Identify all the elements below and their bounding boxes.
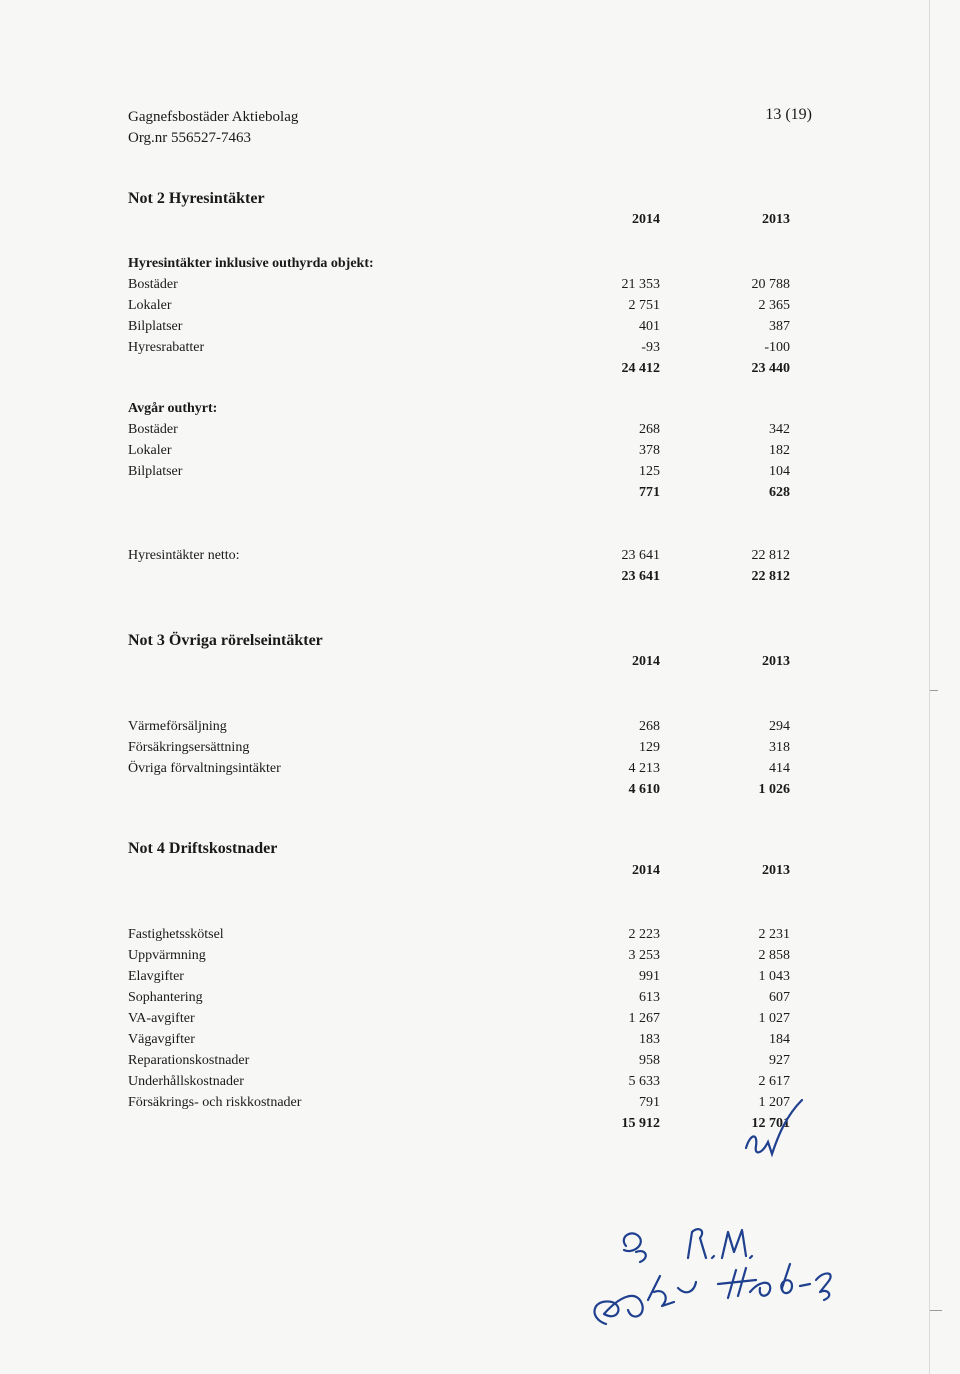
note-4-title: Not 4 Driftskostnader [128, 840, 278, 857]
year-2014-header: 2014 [632, 863, 660, 878]
row-label: Bilplatser [128, 464, 183, 479]
company-name: Gagnefsbostäder Aktiebolag [128, 109, 299, 125]
row-label: Elavgifter [128, 969, 184, 984]
total-2013: 1 026 [758, 782, 790, 797]
total-2014: 15 912 [621, 1116, 660, 1131]
value-2013: 1 207 [758, 1095, 790, 1110]
total-row [128, 1113, 790, 1134]
note-2-title: Not 2 Hyresintäkter [128, 190, 265, 207]
total-2013: 22 812 [751, 569, 790, 584]
table-row [128, 419, 790, 440]
row-label: Fastighetsskötsel [128, 927, 224, 942]
value-2013: 2 858 [758, 948, 790, 963]
note-3-title: Not 3 Övriga rörelseintäkter [128, 632, 323, 649]
row-label: Bilplatser [128, 319, 183, 334]
scan-mark [930, 690, 938, 691]
total-2013: 628 [769, 485, 790, 500]
table-row [128, 337, 790, 358]
value-2014: 991 [639, 969, 660, 984]
table-row [128, 1029, 790, 1050]
group-heading: Hyresintäkter inklusive outhyrda objekt: [128, 256, 374, 271]
table-row [128, 295, 790, 316]
value-2013: 1 043 [758, 969, 790, 984]
row-label: Underhållskostnader [128, 1074, 244, 1089]
year-2014-header: 2014 [632, 654, 660, 669]
table-row [128, 945, 790, 966]
year-2014-header: 2014 [632, 212, 660, 227]
value-2013: 2 365 [758, 298, 790, 313]
value-2014: 1 267 [628, 1011, 660, 1026]
table-row [128, 924, 790, 945]
value-2013: 104 [769, 464, 790, 479]
value-2013: 2 617 [758, 1074, 790, 1089]
table-row [128, 1071, 790, 1092]
table-row [128, 737, 790, 758]
total-2014: 771 [639, 485, 660, 500]
value-2014: -93 [641, 340, 660, 355]
total-row [128, 566, 790, 587]
value-2013: 414 [769, 761, 790, 776]
total-row [128, 358, 790, 379]
value-2013: 2 231 [758, 927, 790, 942]
table-row [128, 987, 790, 1008]
row-label: Värmeförsäljning [128, 719, 227, 734]
org-number: Org.nr 556527-7463 [128, 130, 252, 146]
value-2014: 613 [639, 990, 660, 1005]
group-heading: Avgår outhyrt: [128, 401, 218, 416]
value-2013: 22 812 [751, 548, 790, 563]
value-2014: 183 [639, 1032, 660, 1047]
row-label: Hyresintäkter netto: [128, 548, 240, 563]
row-label: Lokaler [128, 298, 172, 313]
value-2014: 21 353 [621, 277, 660, 292]
value-2013: 318 [769, 740, 790, 755]
value-2014: 2 223 [628, 927, 660, 942]
year-2013-header: 2013 [762, 212, 790, 227]
table-row [128, 716, 790, 737]
row-label: Reparationskostnader [128, 1053, 250, 1068]
value-2014: 4 213 [628, 761, 660, 776]
value-2013: -100 [764, 340, 790, 355]
value-2013: 184 [769, 1032, 790, 1047]
total-2014: 23 641 [621, 569, 660, 584]
scan-edge-line [929, 0, 930, 1374]
table-row [128, 1092, 790, 1113]
value-2014: 401 [639, 319, 660, 334]
value-2014: 3 253 [628, 948, 660, 963]
row-label: Sophantering [128, 990, 203, 1005]
value-2014: 268 [639, 719, 660, 734]
note-3-section [128, 630, 790, 810]
value-2013: 294 [769, 719, 790, 734]
value-2014: 5 633 [628, 1074, 660, 1089]
value-2014: 2 751 [628, 298, 660, 313]
value-2013: 342 [769, 422, 790, 437]
table-row [128, 316, 790, 337]
total-row [128, 482, 790, 503]
row-label: Hyresrabatter [128, 340, 205, 355]
table-row [128, 274, 790, 295]
value-2013: 182 [769, 443, 790, 458]
value-2013: 1 027 [758, 1011, 790, 1026]
value-2013: 20 788 [751, 277, 790, 292]
row-label: Lokaler [128, 443, 172, 458]
table-row [128, 966, 790, 987]
value-2014: 125 [639, 464, 660, 479]
row-label: VA-avgifter [128, 1011, 195, 1026]
page-number: 13 (19) [765, 106, 812, 123]
handwritten-signatures [578, 1218, 898, 1338]
value-2014: 23 641 [621, 548, 660, 563]
total-row [128, 779, 790, 800]
scan-mark [930, 1310, 942, 1311]
row-label: Försäkringsersättning [128, 740, 250, 755]
value-2014: 268 [639, 422, 660, 437]
row-label: Försäkrings- och riskkostnader [128, 1095, 302, 1110]
value-2013: 387 [769, 319, 790, 334]
row-label: Bostäder [128, 277, 178, 292]
value-2014: 378 [639, 443, 660, 458]
table-row [128, 758, 790, 779]
row-label: Uppvärmning [128, 948, 206, 963]
total-2013: 12 701 [751, 1116, 790, 1131]
table-row [128, 1008, 790, 1029]
table-row [128, 461, 790, 482]
year-2013-header: 2013 [762, 654, 790, 669]
total-2013: 23 440 [751, 361, 790, 376]
table-row [128, 440, 790, 461]
value-2013: 927 [769, 1053, 790, 1068]
net-row [128, 545, 790, 566]
row-label: Bostäder [128, 422, 178, 437]
value-2014: 129 [639, 740, 660, 755]
total-2014: 4 610 [628, 782, 660, 797]
value-2014: 958 [639, 1053, 660, 1068]
total-2014: 24 412 [621, 361, 660, 376]
note-4-section [128, 838, 790, 1138]
note-2-section [128, 188, 790, 588]
row-label: Vägavgifter [128, 1032, 195, 1047]
table-row [128, 1050, 790, 1071]
year-2013-header: 2013 [762, 863, 790, 878]
row-label: Övriga förvaltningsintäkter [128, 761, 281, 776]
handwritten-initials-signature [728, 1096, 808, 1166]
value-2014: 791 [639, 1095, 660, 1110]
value-2013: 607 [769, 990, 790, 1005]
